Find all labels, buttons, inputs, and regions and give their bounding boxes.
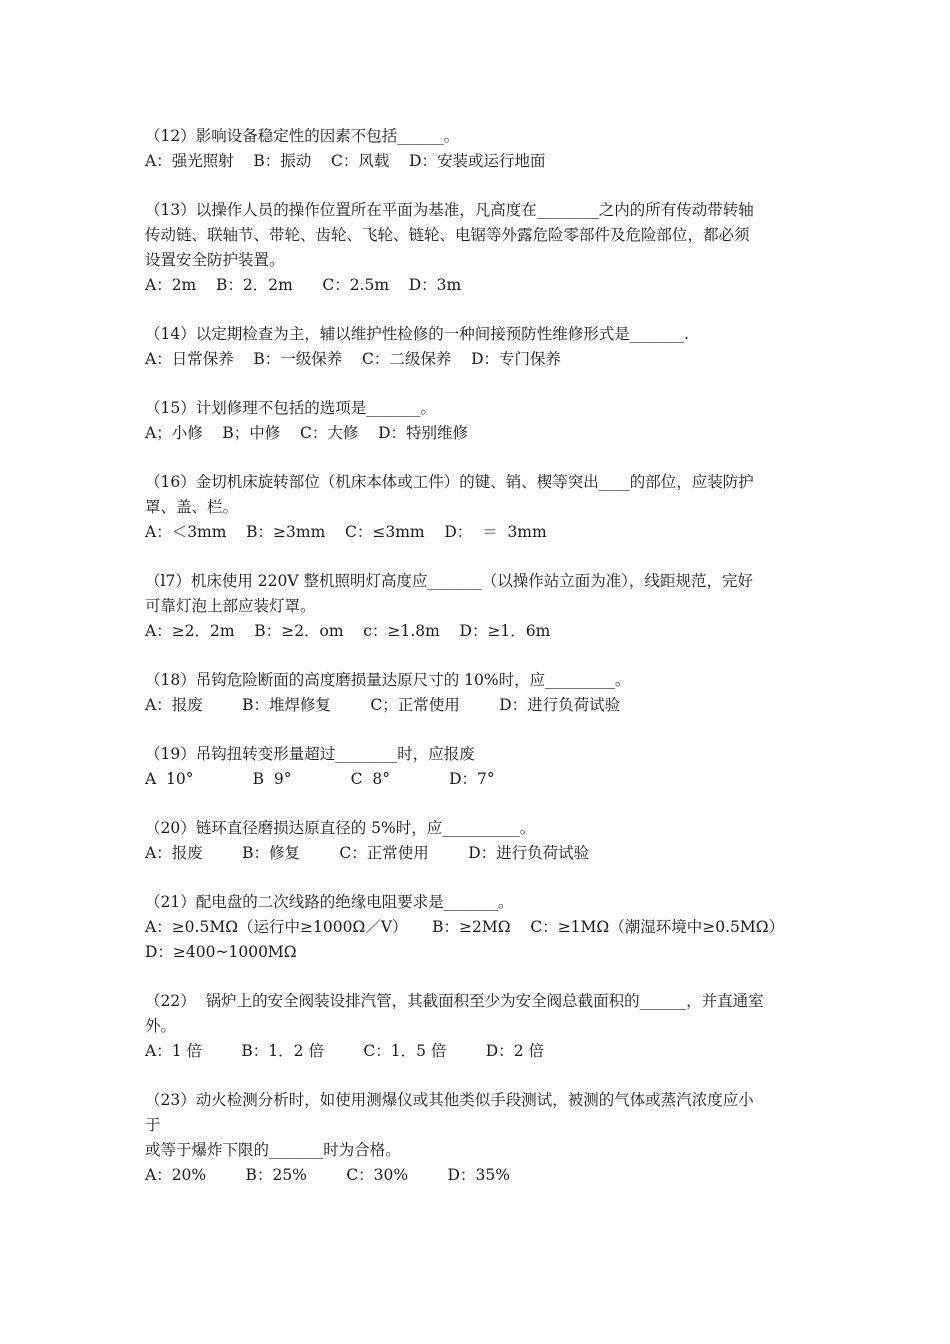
question-text: 或等于爆炸下限的_______时为合格。 [145, 1141, 401, 1159]
answer-options: A：强光照射 B：振动 C：风载 D：安装或运行地面 [145, 152, 546, 170]
question-14 [145, 322, 815, 372]
answer-options: A：日常保养 B：一级保养 C：二级保养 D：专门保养 [145, 350, 561, 368]
question-16 [145, 470, 815, 545]
answer-options: A：20% B：25% C：30% D：35% [145, 1166, 510, 1184]
question-20 [145, 816, 815, 866]
question-text: （19）吊钩扭转变形量超过________时，应报废 [145, 745, 475, 763]
question-13 [145, 198, 815, 298]
question-text: （l7）机床使用 220V 整机照明灯高度应_______（以操作站立面为准），线距规范，完好 [145, 572, 753, 590]
question-23 [145, 1088, 815, 1188]
answer-options: A 10° B 9° C 8° D：7° [145, 770, 495, 788]
answer-options: A：1 倍 B：1．2 倍 C：1．5 倍 D：2 倍 [145, 1042, 544, 1060]
answer-options: A：2m B：2．2m C：2.5m D：3m [145, 276, 462, 294]
answer-options: A：＜3mm B：≥3mm C：≤3mm D： ＝ 3mm [145, 523, 547, 541]
question-text: （21）配电盘的二次线路的绝缘电阻要求是_______。 [145, 893, 514, 911]
question-text: （15）计划修理不包括的选项是_______。 [145, 399, 436, 417]
question-19 [145, 742, 815, 792]
question-text: （20）链环直径磨损达原直径的 5%时，应__________。 [145, 819, 536, 837]
question-text: （18）吊钩危险断面的高度磨损量达原尺寸的 10%时，应_________。 [145, 671, 631, 689]
question-21 [145, 890, 815, 965]
question-text: 于 [145, 1116, 161, 1134]
answer-options: A：报废 B：堆焊修复 C；正常使用 D：进行负荷试验 [145, 696, 621, 714]
question-text: （14）以定期检查为主，辅以维护性检修的一种间接预防性维修形式是_______. [145, 325, 689, 343]
question-12 [145, 124, 815, 174]
answer-options: D：≥400~1000MΩ [145, 943, 297, 961]
question-18 [145, 668, 815, 718]
question-text: 设置安全防护装置。 [145, 251, 285, 269]
answer-options: A：≥2．2m B：≥2．om c：≥1.8m D：≥1．6m [145, 622, 551, 640]
answer-options: A：≥0.5MΩ（运行中≥1000Ω／V） B：≥2MΩ C：≥1MΩ（潮湿环境中≥0.5MΩ） [145, 918, 785, 936]
question-text: （13）以操作人员的操作位置所在平面为基准，凡高度在________之内的所有传动带转轴 [145, 201, 754, 219]
answer-options: A；小修 B；中修 C：大修 D：特别维修 [145, 424, 468, 442]
exam-page [145, 124, 815, 1212]
question-text: 罩、盖、栏。 [145, 498, 239, 516]
question-17 [145, 569, 815, 644]
question-text: （16）金切机床旋转部位（机床本体或工件）的键、销、楔等突出____的部位，应装防护 [145, 473, 754, 491]
question-text: （22） 锅炉上的安全阀装设排汽管，其截面积至少为安全阀总截面积的______，并直通室 [145, 992, 764, 1010]
question-text: （12）影响设备稳定性的因素不包括______。 [145, 127, 460, 145]
answer-options: A：报废 B：修复 C：正常使用 D：进行负荷试验 [145, 844, 590, 862]
question-text: 可靠灯泡上部应装灯罩。 [145, 597, 316, 615]
question-text: 传动链、联轴节、带轮、齿轮、飞轮、链轮、电锯等外露危险零部件及危险部位，都必须 [145, 226, 750, 244]
question-15 [145, 396, 815, 446]
question-text: （23）动火检测分析时，如使用测爆仪或其他类似手段测试，被测的气体或蒸汽浓度应小 [145, 1091, 754, 1109]
question-22 [145, 989, 815, 1064]
question-text: 外。 [145, 1017, 177, 1035]
